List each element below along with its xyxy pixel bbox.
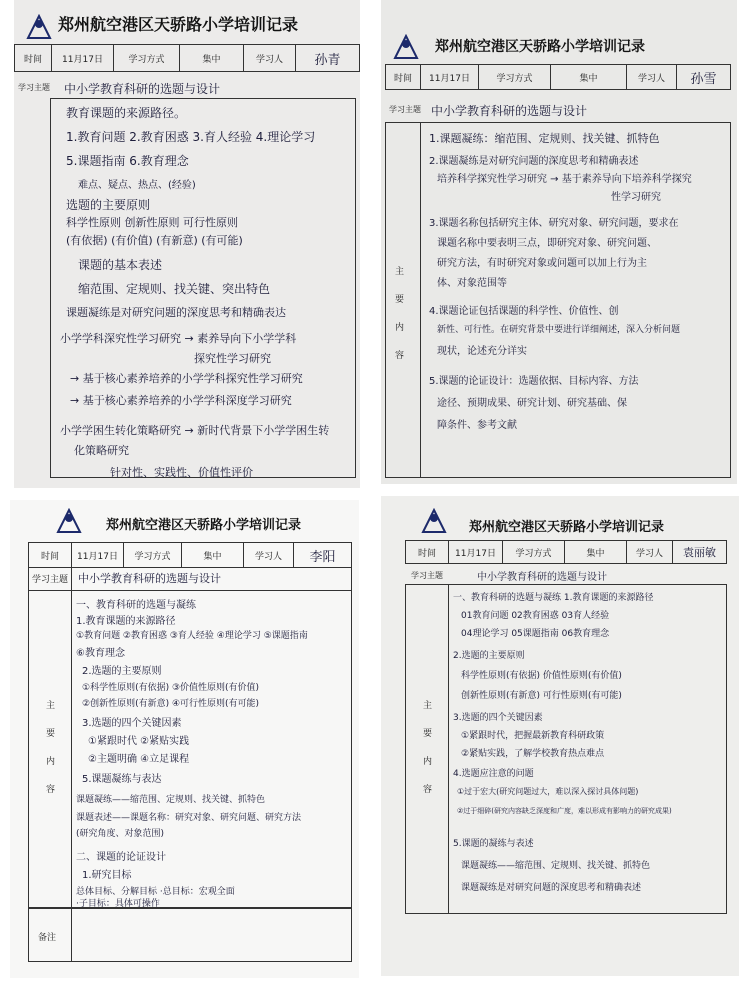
note-line: ①紧跟时代，把握最新教育科研政策 [461,731,605,741]
note-line: 难点、疑点、热点、(经验) [78,180,196,191]
note-line: 1.教育问题 2.教育困惑 3.育人经验 4.理论学习 [66,130,316,144]
note-line: 3.选题的四个关键因素 [82,718,182,729]
note-line: 课题名称中要表明三点，即研究对象、研究问题、 [437,238,657,249]
note-line: 课题凝练——缩范围、定规则、找关键、抓特色 [461,861,651,871]
time-label: 时间 [405,541,449,563]
topic-label: 学习主题 [28,566,72,590]
topic-label: 学习主题 [389,105,421,114]
school-logo-icon [26,14,52,42]
note-line: 化策略研究 [74,444,129,457]
note-line: 一、教育科研的选题与凝练 [76,600,196,611]
note-line: 4.选题应注意的问题 [453,769,534,779]
note-line: ①科学性原则(有依据) ③价值性原则(有价值) [82,683,260,693]
note-line: 现状，论述充分详实 [437,346,527,357]
note-line: 5.课题指南 6.教育理念 [66,154,189,168]
note-line: 4.课题论证包括课题的科学性、价值性、创 [429,306,619,317]
note-line: 新性、可行性。在研究背景中要进行详细阐述，深入分析问题 [437,325,681,335]
note-line: ·子目标：具体可操作 [76,899,160,909]
note-line: 创新性原则(有新意) 可行性原则(有可能) [461,691,622,701]
note-line: 1.研究目标 [82,870,132,881]
note-line: 课题表述——课题名称：研究对象、研究问题、研究方法 [76,813,302,823]
topic-label: 学习主题 [411,571,443,580]
note-line: ②创新性原则(有新意) ④可行性原则(有可能) [82,699,260,709]
record-title: 郑州航空港区天骄路小学培训记录 [58,15,299,34]
topic-text: 中小学教育科研的选题与设计 [431,104,588,118]
note-line: 二、课题的论证设计 [76,852,166,863]
note-line: ①教育问题 ②教育困惑 ③育人经验 ④理论学习 ⑤课题指南 [76,631,308,641]
method-value: 集中 [182,543,244,567]
note-line: 探究性学习研究 [194,352,271,365]
time-label: 时间 [14,45,52,71]
method-label: 学习方式 [479,65,551,89]
note-line: 性学习研究 [611,192,661,203]
note-line: 体、对象范围等 [437,278,507,289]
note-line: 2.选题的主要原则 [82,666,162,677]
date-value: 11月17日 [52,45,114,71]
remarks-row [28,908,352,962]
training-record-photo-2 [381,0,737,484]
school-logo-icon [393,34,419,62]
note-line: 1.课题凝练：缩范围、定规则、找关键、抓特色 [429,132,660,145]
school-logo-icon [421,508,447,536]
method-value: 集中 [180,45,244,71]
date-value: 11月17日 [72,543,124,567]
topic-text: 中小学教育科研的选题与设计 [72,566,352,590]
note-line: ②过于细碎(研究内容缺乏深度和广度，难以形成有影响力的研究成果) [457,807,672,815]
record-title: 郑州航空港区天骄路小学培训记录 [469,520,665,535]
note-line: 课题凝练——缩范围、定规则、找关键、抓特色 [76,795,266,805]
training-record-photo-4 [381,496,739,976]
note-line: 3.课题名称包括研究主体、研究对象、研究问题，要求在 [429,218,679,229]
date-value: 11月17日 [421,65,479,89]
note-line: ⑥教育理念 [76,648,125,659]
learner-label: 学习人 [244,45,296,71]
note-line: → 基于核心素养培养的小学学科深度学习研究 [70,394,292,407]
topic-text: 中小学教育科研的选题与设计 [477,572,607,583]
note-line: 课题凝练是对研究问题的深度思考和精确表述 [461,883,642,893]
note-line: (有依据) (有价值) (有新意) (有可能) [66,234,243,247]
note-line: 教育课题的来源路径。 [66,106,187,120]
method-label: 学习方式 [503,541,565,563]
learner-signature: 孙青 [296,45,360,71]
content-label: 主 要 内 容 [395,267,405,361]
note-line: ②紧贴实践，了解学校教育热点难点 [461,749,605,759]
note-line: 培养科学探究性学习研究 → 基于素养导向下培养科学探究 [437,174,692,185]
note-line: 障条件、参考文献 [437,420,517,431]
learner-signature: 李阳 [294,543,352,567]
content-label: 主 要 内 容 [423,701,433,795]
method-value: 集中 [565,541,627,563]
note-line: 途径、预期成果、研究计划、研究基础、保 [437,398,627,409]
time-label: 时间 [385,65,421,89]
record-title: 郑州航空港区天骄路小学培训记录 [435,39,645,55]
note-line: 2.课题凝练是对研究问题的深度思考和精确表述 [429,156,639,167]
note-line: 一、教育科研的选题与凝练 1.教育课题的来源路径 [453,593,654,603]
record-title: 郑州航空港区天骄路小学培训记录 [106,518,302,533]
note-line: 课题凝练是对研究问题的深度思考和精确表达 [66,306,286,319]
learner-signature: 孙雪 [677,65,731,89]
learner-label: 学习人 [244,543,294,567]
note-line: 针对性、实践性、价值性评价 [110,466,253,479]
note-line: 2.选题的主要原则 [453,651,525,661]
note-line: ①过于宏大(研究问题过大，难以深入探讨具体问题) [457,787,639,796]
topic-text: 中小学教育科研的选题与设计 [64,82,221,96]
topic-label: 学习主题 [18,83,50,92]
note-line: 总体目标、分解目标 ·总目标：宏观全面 [76,887,235,897]
note-line: ①紧跟时代 ②紧贴实践 [88,736,190,747]
learner-signature: 袁丽敏 [673,541,727,563]
note-line: 5.课题的凝练与表述 [453,839,534,849]
training-record-photo-3 [10,500,359,978]
content-label: 主 要 内 容 [46,701,56,795]
note-line: 小学学科深究性学习研究 → 素养导向下小学学科 [60,332,297,345]
learner-label: 学习人 [627,65,677,89]
note-line: 01教育问题 02教育困惑 03育人经验 [461,611,610,621]
note-line: 科学性原则 创新性原则 可行性原则 [66,216,238,229]
method-label: 学习方式 [114,45,180,71]
note-line: 课题的基本表述 [78,258,163,272]
note-line: (研究角度、对象范围) [76,829,165,839]
note-line: 1.教育课题的来源路径 [76,616,176,627]
note-line: 小学学困生转化策略研究 → 新时代背景下小学学困生转 [60,424,330,437]
school-logo-icon [56,508,82,536]
date-value: 11月17日 [449,541,503,563]
remarks-label: 备注 [38,933,57,943]
method-value: 集中 [551,65,627,89]
training-record-photo-1 [14,0,360,488]
note-line: 5.课题凝练与表达 [82,774,162,785]
note-line: 3.选题的四个关键因素 [453,713,543,723]
learner-label: 学习人 [627,541,673,563]
note-line: 选题的主要原则 [66,198,151,212]
method-label: 学习方式 [124,543,182,567]
note-line: 缩范围、定规则、找关键、突出特色 [78,282,271,296]
note-line: 研究方法，有时研究对象或问题可以加上行为主 [437,258,647,269]
note-line: 04理论学习 05课题指南 06教育理念 [461,629,610,639]
note-line: 5.课题的论证设计：选题依据、目标内容、方法 [429,376,639,387]
note-line: → 基于核心素养培养的小学学科探究性学习研究 [70,372,303,385]
time-label: 时间 [28,543,72,567]
note-line: ②主题明确 ④立足课程 [88,754,190,765]
note-line: 科学性原则(有依据) 价值性原则(有价值) [461,671,622,681]
